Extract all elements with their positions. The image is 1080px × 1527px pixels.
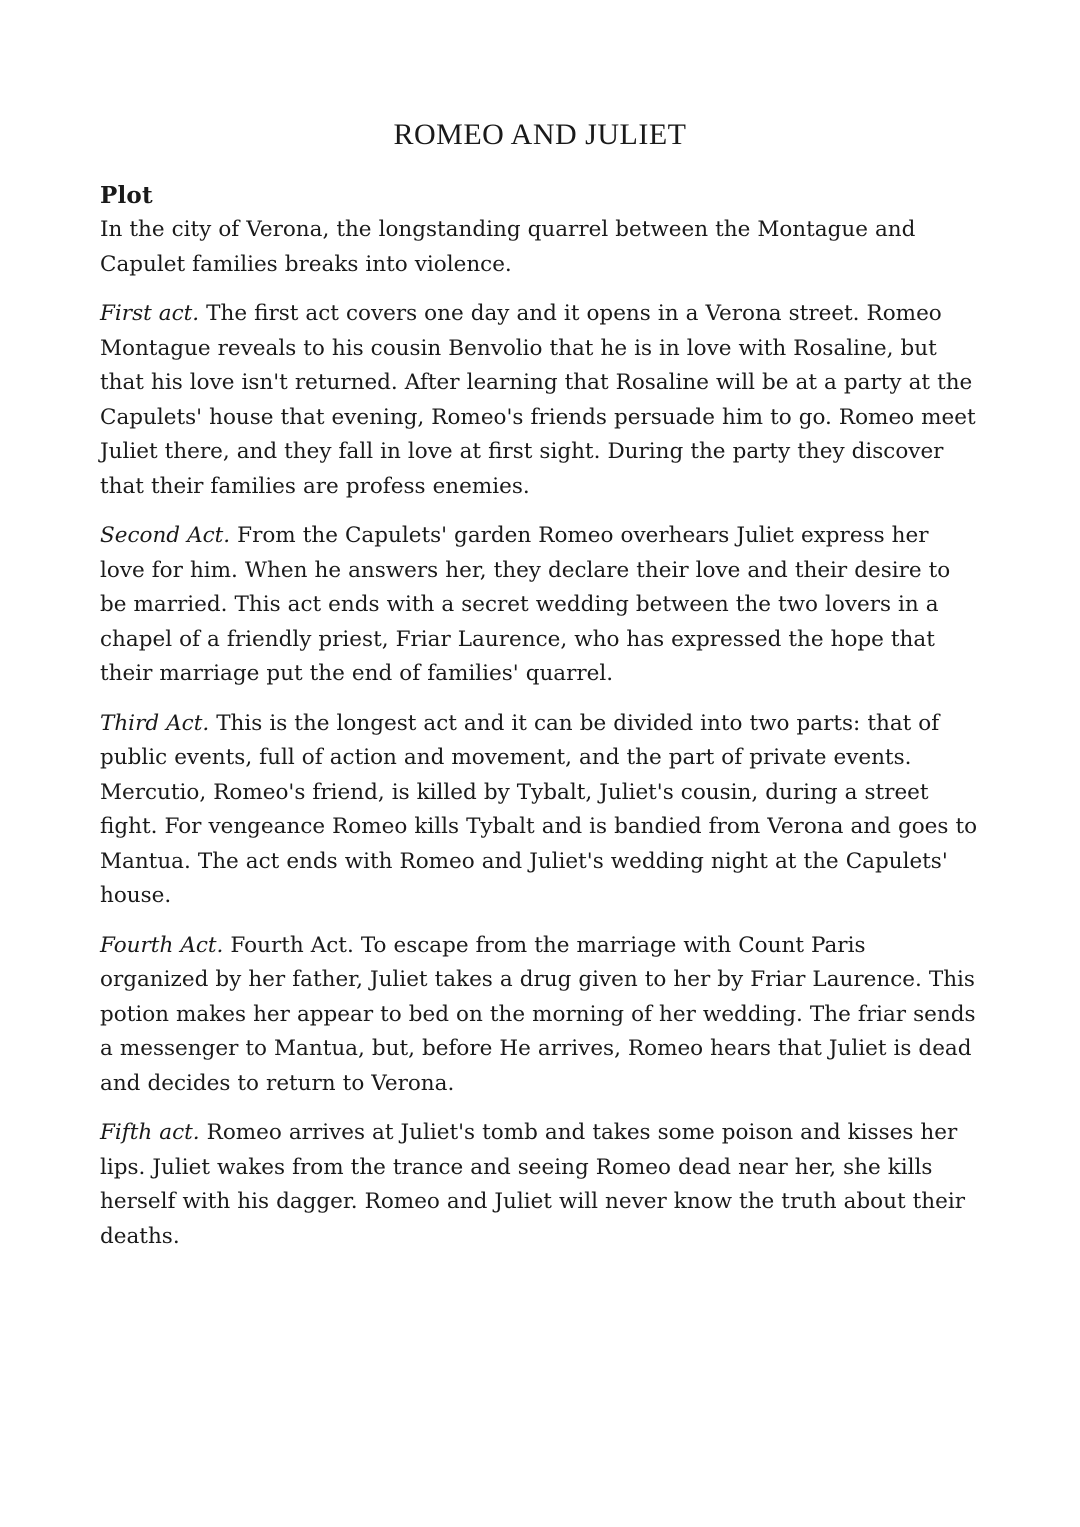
paragraph-text: Fourth Act. To escape from the marriage with Count Paris organized by her father, Juliet takes a drug given to her by Friar Laurence. This potion makes her appear to bed on the morning of her wedding. The friar sends a messenger to Mantua, but, before He arrives, Romeo hears that Juliet is dead and decides to return to Verona. (100, 932, 976, 1096)
paragraph-lead-in: First act. (100, 301, 200, 326)
paragraph-third-act (100, 707, 980, 776)
paragraph-text: This is the longest act and it can be divided into two parts: that of public events, full of action and movement, and the part of private events. (100, 710, 940, 770)
paragraph-fifth-act (100, 1116, 980, 1254)
page-title: ROMEO AND JULIET (393, 118, 687, 151)
section-heading-plot: Plot (100, 182, 153, 209)
paragraph-text: In the city of Verona, the longstanding quarrel between the Montague and Capulet families breaks into violence. (100, 217, 916, 277)
paragraph-second-act (100, 519, 980, 692)
paragraph-lead-in: Fourth Act. (100, 932, 224, 958)
paragraph-lead-in: Second Act. (100, 523, 231, 548)
paragraph-first-act (100, 297, 980, 504)
paragraph-intro (100, 213, 980, 282)
paragraph-text: The first act covers one day and it opens in a Verona street. Romeo Montague reveals to his cousin Benvolio that he is in love with Rosaline, but that his love isn't returned. After learning that Rosaline will be at a party at the Capulets' house that evening, Romeo's friends persuade him to go. Romeo meet Juliet there, and they fall in love at first sight. During the party they discover that their families are profess enemies. (100, 301, 976, 499)
paragraph-text: Romeo arrives at Juliet's tomb and takes some poison and kisses her lips. Juliet wakes from the trance and seeing Romeo dead near her, she kills herself with his dagger. Romeo and Juliet will never know the truth about their deaths. (100, 1120, 965, 1249)
paragraph-lead-in: Third Act. (100, 710, 210, 736)
paragraph-text: Mercutio, Romeo's friend, is killed by Tybalt, Juliet's cousin, during a street fight. For vengeance Romeo kills Tybalt and is bandied from Verona and goes to Mantua. The act ends with Romeo and Juliet's wedding night at the Capulets' house. (100, 779, 978, 908)
paragraph-third-act-continued (100, 776, 980, 914)
paragraph-fourth-act (100, 929, 980, 1102)
paragraph-lead-in: Fifth act. (100, 1120, 200, 1145)
paragraph-text: From the Capulets' garden Romeo overhears Juliet express her love for him. When he answers her, they declare their love and their desire to be married. This act ends with a secret wedding between the two lovers in a chapel of a friendly priest, Friar Laurence, who has expressed the hope that their marriage put the end of families' quarrel. (100, 523, 951, 686)
